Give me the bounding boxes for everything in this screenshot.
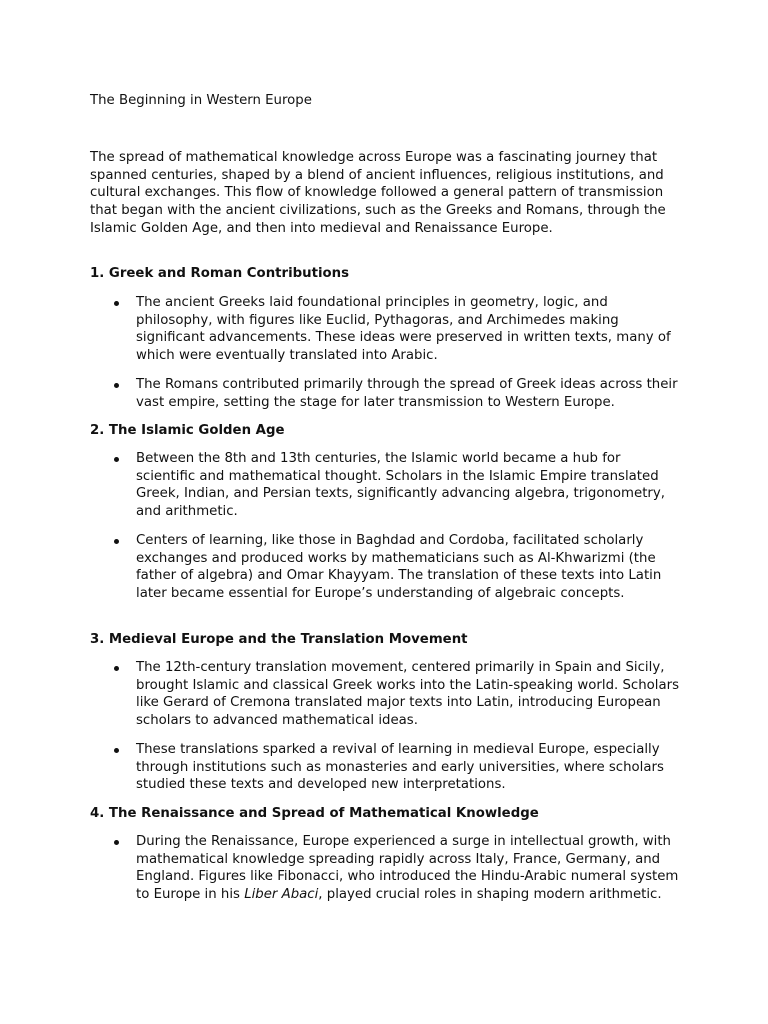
book-title-liber-abaci: Liber Abaci: [244, 887, 319, 903]
bullet-item: [136, 833, 681, 904]
bullet-item: The Romans contributed primarily through the spread of Greek ideas across their vast empire, setting the stage for later transmission to Western Europe.: [136, 376, 681, 411]
bullet-item: Centers of learning, like those in Baghdad and Cordoba, facilitated scholarly exchanges and produced works by mathematicians such as Al-Khwarizmi (the father of algebra) and Omar Khayyam. The translation of these texts into Latin later became essential for Europe’s understanding of algebraic concepts.: [136, 532, 681, 603]
document-title: The Beginning in Western Europe: [90, 93, 312, 108]
section-heading-renaissance: 4. The Renaissance and Spread of Mathematical Knowledge: [90, 806, 539, 821]
bullet-item: These translations sparked a revival of learning in medieval Europe, especially through institutions such as monasteries and early universities, where scholars studied these texts and developed new interpretations.: [136, 741, 681, 794]
bullet-text-start: During the Renaissance, Europe experienced a surge in intellectual growth, with mathematical knowledge spreading rapidly across Italy, France, Germany, and England. Figures like Fibonacci, who introduced the Hindu-Arabic numeral system to Europe in his: [136, 834, 679, 903]
section-heading-greek-roman: 1. Greek and Roman Contributions: [90, 266, 350, 281]
section-heading-medieval-europe: 3. Medieval Europe and the Translation Movement: [90, 632, 468, 647]
bullet-item: The ancient Greeks laid foundational principles in geometry, logic, and philosophy, with figures like Euclid, Pythagoras, and Archimedes making significant advancements. These ideas were preserved in written texts, many of which were eventually translated into Arabic.: [136, 294, 681, 365]
bullet-text-end: , played crucial roles in shaping modern arithmetic.: [318, 887, 662, 903]
bullet-item: The 12th-century translation movement, centered primarily in Spain and Sicily, brought Islamic and classical Greek works into the Latin-speaking world. Scholars like Gerard of Cremona translated major texts into Latin, introducing European scholars to advanced mathematical ideas.: [136, 660, 680, 729]
bullet-item: Between the 8th and 13th centuries, the Islamic world became a hub for scientific and mathematical thought. Scholars in the Islamic Empire translated Greek, Indian, and Persian texts, significantly advancing algebra, trigonometry, and arithmetic.: [136, 450, 681, 521]
intro-paragraph: The spread of mathematical knowledge across Europe was a fascinating journey that spanned centuries, shaped by a blend of ancient influences, religious institutions, and cultural exchanges. This flow of knowledge followed a general pattern of transmission that began with the ancient civilizations, such as the Greeks and Romans, through the Islamic Golden Age, and then into medieval and Renaissance Europe.: [90, 150, 666, 236]
section-heading-islamic-golden-age: 2. The Islamic Golden Age: [90, 423, 285, 438]
